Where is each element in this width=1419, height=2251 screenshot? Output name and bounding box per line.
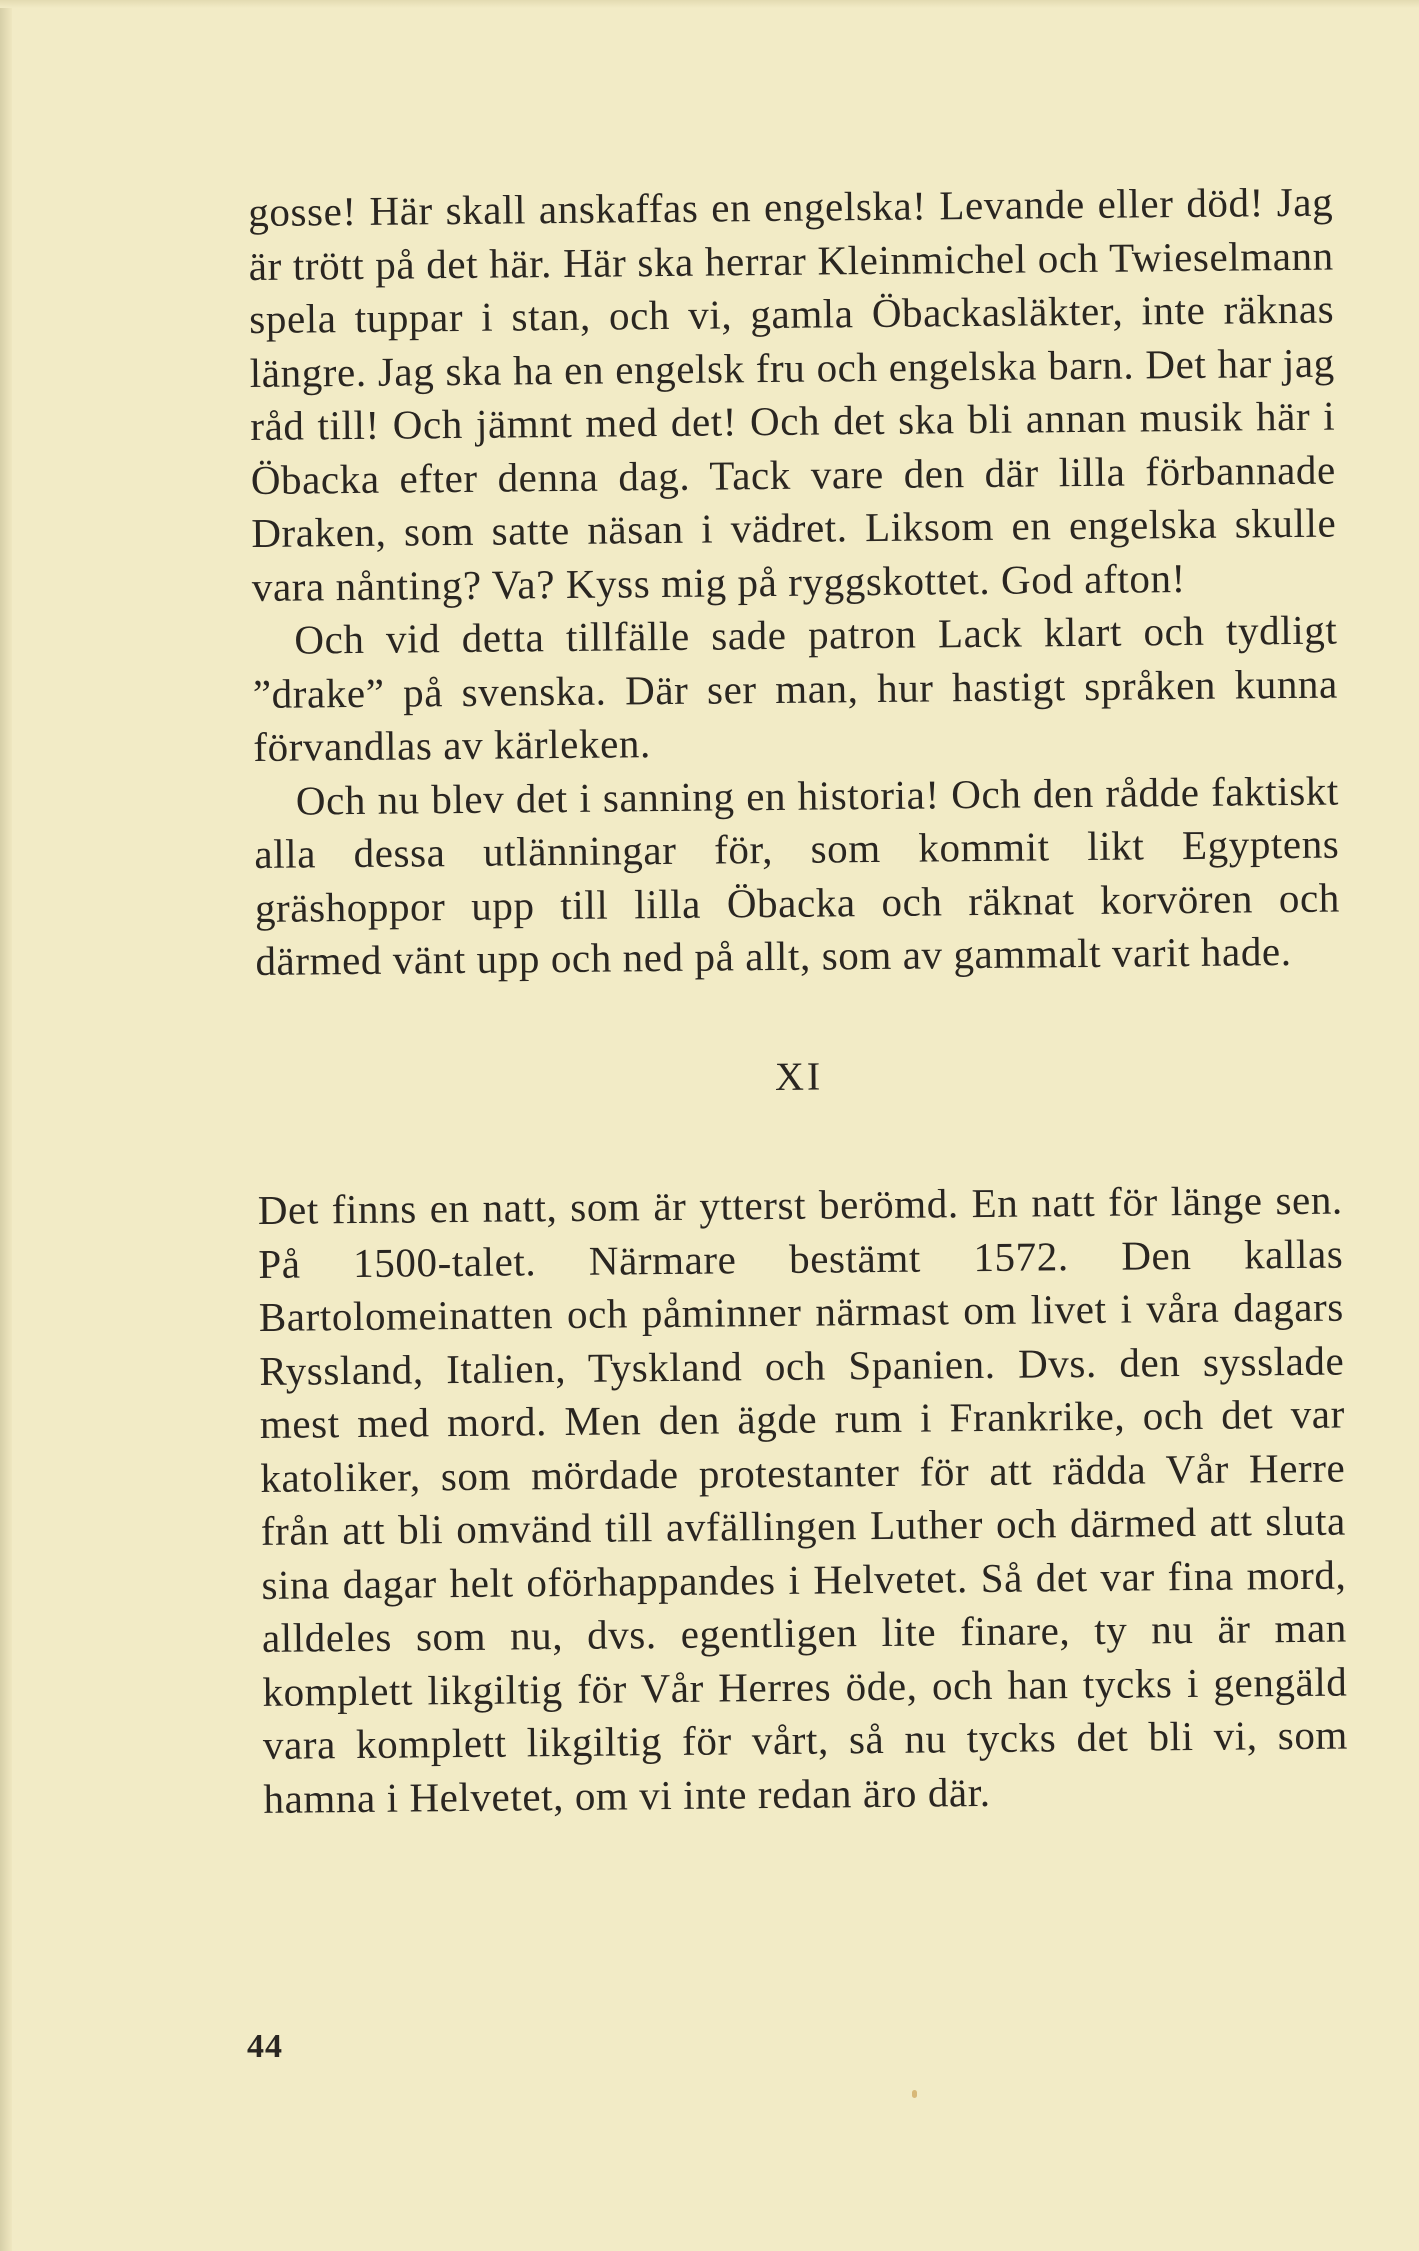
paragraph-2: Och vid detta tillfälle sade patron Lack klart och tydligt ”drake” på svenska. Där ser man, hur hastigt språken kunna förvandlas av kärleken. <box>252 606 1339 770</box>
scan-edge-top <box>0 0 1419 8</box>
paragraph-4: Det finns en natt, som är ytterst berömd. En natt för länge sen. På 1500-talet. Närmare bestämt 1572. Den kallas Bartolomeinatten och påminner närmast om livet i våra dagars Ryssland, Italien, Tyskland och Spanien. Dvs. den sysslade mest med mord. Men den ägde rum i Frankrike, och det var katoliker, som mördade protestanter för att rädda Vår Herre från att bli omvänd till avfällingen Luther och därmed att sluta sina dagar helt oförhappandes i Helvetet. Så det var fina mord, alldeles som nu, dvs. egentligen lite finare, ty nu är man komplett likgiltig för Vår Herres öde, och han tycks i gengäld vara komplett likgiltig för vårt, så nu tycks det bli vi, som hamna i Helvetet, om vi inte redan äro där. <box>257 1176 1349 1822</box>
paragraph-1: gosse! Här skall anskaffas en engelska! Levande eller död! Jag är trött på det här. Här ska herrar Kleinmichel och Twieselmann spela tuppar i stan, och vi, gamla Öbackasläkter, inte räknas längre. Jag ska ha en engelsk fru och engelska barn. Det har jag råd till! Och jämnt med det! Och det ska bli annan musik här i Öbacka efter denna dag. Tack vare den där lilla förbannade Draken, som satte näsan i vädret. Liksom en engelska skulle vara nånting? Va? Kyss mig på ryggskottet. God afton! <box>248 178 1337 610</box>
page-body <box>248 176 1349 1826</box>
paragraph-3: Och nu blev det i sanning en historia! Och den rådde faktiskt alla dessa utlänningar för, som kommit likt Egyptens gräshoppor upp till lilla Öbacka och räknat korvören och därmed vänt upp och ned på allt, som av gammalt varit hade. <box>254 767 1341 984</box>
page-number: 44 <box>247 2028 283 2065</box>
scan-edge-left <box>0 0 12 2251</box>
chapter-heading: XI <box>774 1053 824 1099</box>
paper-speck <box>912 2090 917 2098</box>
